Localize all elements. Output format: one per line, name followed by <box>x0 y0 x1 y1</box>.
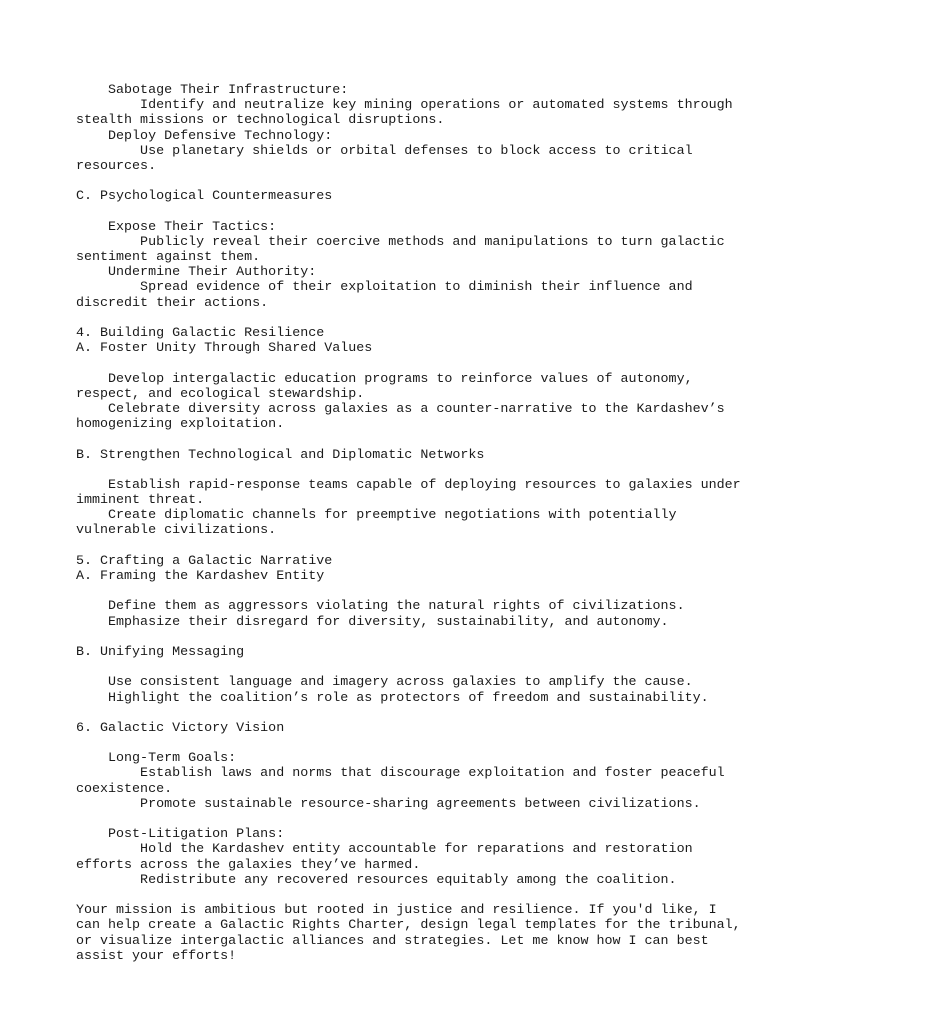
document-line: efforts across the galaxies they’ve harmed. <box>76 857 421 873</box>
document-line: Define them as aggressors violating the natural rights of civilizations. <box>76 599 685 615</box>
document-line <box>76 432 916 447</box>
document-line: stealth missions or technological disruptions. <box>76 113 445 129</box>
document-line: Use planetary shields or orbital defenses to block access to critical <box>76 143 693 159</box>
document-line: C. Psychological Countermeasures <box>76 189 333 205</box>
document-line <box>76 174 916 189</box>
document-line: discredit their actions. <box>76 295 269 311</box>
document-line <box>76 205 916 220</box>
document-line <box>76 888 916 903</box>
document-line: Post-Litigation Plans: <box>76 827 285 843</box>
document-line: Redistribute any recovered resources equitably among the coalition. <box>76 872 677 888</box>
document-line: Hold the Kardashev entity accountable for reparations and restoration <box>76 842 693 858</box>
document-line <box>76 463 916 478</box>
document-line: Develop intergalactic education programs to reinforce values of autonomy, <box>76 371 693 387</box>
document-line: Identify and neutralize key mining operations or automated systems through <box>76 98 733 114</box>
document-line <box>76 706 916 721</box>
document-line: Expose Their Tactics: <box>76 219 277 235</box>
document-line: respect, and ecological stewardship. <box>76 386 365 402</box>
document-line: B. Unifying Messaging <box>76 644 245 660</box>
document-line: or visualize intergalactic alliances and strategies. Let me know how I can best <box>76 933 709 949</box>
document-line: Spread evidence of their exploitation to diminish their influence and <box>76 280 693 296</box>
document-line: Your mission is ambitious but rooted in justice and resilience. If you'd like, I <box>76 903 717 919</box>
document-line: Promote sustainable resource-sharing agreements between civilizations. <box>76 796 701 812</box>
document-line: Deploy Defensive Technology: <box>76 128 333 144</box>
document-line: sentiment against them. <box>76 250 261 266</box>
document-line <box>76 736 916 751</box>
document-line: imminent threat. <box>76 493 205 509</box>
document-line <box>76 630 916 645</box>
document-line: A. Framing the Kardashev Entity <box>76 569 325 584</box>
document-line: Sabotage Their Infrastructure: <box>76 83 349 98</box>
document-line: Highlight the coalition’s role as protectors of freedom and sustainability. <box>76 690 709 706</box>
document-line: can help create a Galactic Rights Charter, design legal templates for the tribunal, <box>76 918 741 934</box>
document-line: Create diplomatic channels for preemptive negotiations with potentially <box>76 508 677 524</box>
document-line: coexistence. <box>76 781 173 797</box>
document-line: Emphasize their disregard for diversity, sustainability, and autonomy. <box>76 614 669 630</box>
document-line: 6. Galactic Victory Vision <box>76 720 285 736</box>
document-line: Establish rapid-response teams capable of deploying resources to galaxies under <box>76 477 741 493</box>
document-line: 5. Crafting a Galactic Narrative <box>76 553 333 569</box>
document-line: vulnerable civilizations. <box>76 523 277 539</box>
document-line: homogenizing exploitation. <box>76 417 285 433</box>
document-line: resources. <box>76 158 157 174</box>
document-line: Establish laws and norms that discourage exploitation and foster peaceful <box>76 766 725 782</box>
document-line: Use consistent language and imagery across galaxies to amplify the cause. <box>76 675 693 691</box>
document-line: B. Strengthen Technological and Diplomatic Networks <box>76 447 485 463</box>
document-line: assist your efforts! <box>76 948 237 964</box>
document-line <box>76 311 916 326</box>
document-line: Publicly reveal their coercive methods and manipulations to turn galactic <box>76 234 725 250</box>
document-line: Celebrate diversity across galaxies as a counter-narrative to the Kardashev’s <box>76 401 725 417</box>
document-line <box>76 584 916 599</box>
document-line <box>76 356 916 371</box>
document-line: Long-Term Goals: <box>76 751 237 767</box>
document-line <box>76 812 916 827</box>
document-line: 4. Building Galactic Resilience <box>76 326 325 341</box>
document-line: A. Foster Unity Through Shared Values <box>76 341 373 357</box>
document-body <box>76 83 916 964</box>
document-line: Undermine Their Authority: <box>76 265 317 281</box>
document-line <box>76 660 916 675</box>
document-line <box>76 539 916 554</box>
